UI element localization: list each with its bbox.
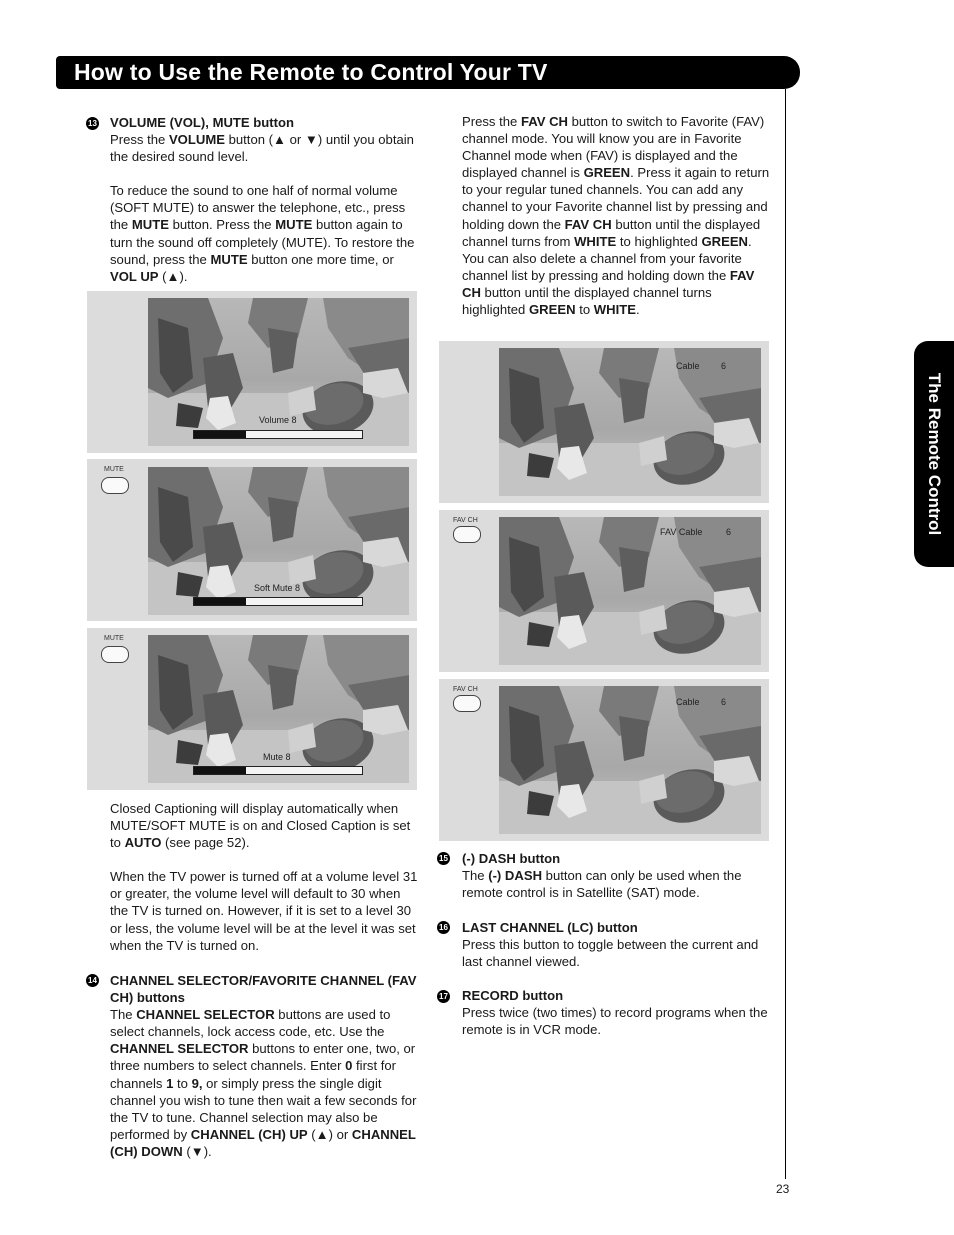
volume-bar-fill — [194, 431, 246, 438]
fav-cable-screen-panel — [439, 510, 769, 672]
volume-bar — [193, 430, 363, 439]
fav-ch-button-label: FAV CH — [453, 686, 478, 693]
section-13-para-1: Press the VOLUME button (▲ or ▼) until you obtain the desired sound level. — [110, 132, 414, 165]
section-16-title: LAST CHANNEL (LC) button — [462, 920, 638, 935]
section-16-para: Press this button to toggle between the current and last channel viewed. — [462, 937, 759, 970]
channel-osd-label: Cable — [676, 361, 700, 371]
mute-screen-panel — [87, 628, 417, 790]
bold-term: VOLUME — [168, 132, 225, 148]
section-13-title: VOLUME (VOL), MUTE button — [110, 115, 295, 130]
bold-term: CHANNEL SELECTOR — [110, 1041, 249, 1057]
tv-screen-image — [499, 686, 761, 834]
section-17-number: 17 — [437, 990, 450, 1003]
mute-button[interactable] — [101, 646, 129, 663]
soft-mute-osd-text: Soft Mute 8 — [254, 583, 301, 593]
side-tab-label: The Remote Control — [925, 372, 944, 536]
fav-ch-button-label: FAV CH — [453, 517, 478, 524]
bold-term: GREEN — [583, 165, 631, 181]
fav-ch-button[interactable] — [453, 526, 481, 543]
bold-term: FAV CH — [564, 216, 612, 232]
section-13-para-2: To reduce the sound to one half of normal volume (SOFT MUTE) to answer the telephone, etc., press the MUTE button. Press the MUTE button again to turn the sound off completely (MUTE). To restore the sound, press the MUTE button one more time, or VOL UP (▲). — [110, 183, 415, 284]
channel-osd-number: 6 — [721, 361, 727, 371]
bold-term: VOL UP — [110, 268, 159, 284]
mute-button[interactable] — [101, 477, 129, 494]
page-title: How to Use the Remote to Control Your TV — [74, 59, 548, 85]
bold-term: 0 — [345, 1058, 353, 1074]
bold-term: FAV CH — [520, 114, 568, 129]
column-rule — [785, 89, 786, 1179]
title-banner — [56, 56, 800, 89]
page-number: 23 — [776, 1182, 790, 1196]
volume-bar-fill — [194, 767, 246, 774]
section-15-title: (-) DASH button — [462, 851, 561, 866]
tv-screen-image — [499, 517, 761, 665]
section-14-para-1: The CHANNEL SELECTOR buttons are used to select channels, lock access code, etc. Use the CHANNEL SELECTOR buttons to enter one, two, or three numbers to select channels. Enter 0 first for channels 1 to 9, or simply press the single digit channel you wish to tune then wait a few seconds for the TV to tune. Channel selection may also be performed by CHANNEL (CH) UP (▲) or CHANNEL (CH) DOWN (▼). — [110, 1007, 417, 1159]
fav-channel-para: Press the FAV CH button to switch to Favorite (FAV) channel mode. You will know you are in Favorite Channel mode when (FAV) is displayed and the displayed channel is GREEN. Press it again to return to your regular tuned channels. You can add any channel to your Favorite channel list by pressing and holding down the FAV CH button until the displayed channel turns from WHITE to highlighted GREEN. You can also delete a channel from your favorite channel list by pressing and holding down the FAV CH button until the displayed channel turns highlighted GREEN to WHITE. — [462, 114, 770, 318]
closed-caption-note: Closed Captioning will display automatically when MUTE/SOFT MUTE is on and Closed Caption is set to AUTO (see page 52). — [110, 801, 411, 851]
volume-bar — [193, 766, 363, 775]
section-15 — [462, 850, 774, 901]
bold-term: MUTE — [131, 217, 169, 233]
cable-return-screen-panel — [439, 679, 769, 841]
volume-bar — [193, 597, 363, 606]
volume-screen-panel — [87, 291, 417, 453]
bold-term: MUTE — [275, 217, 313, 233]
cable-screen-panel — [439, 341, 769, 503]
bold-term: CHANNEL (CH) DOWN — [110, 1126, 416, 1159]
bold-term: GREEN — [701, 233, 749, 249]
volume-bar-fill — [194, 598, 246, 605]
bold-term: CHANNEL (CH) UP — [190, 1126, 308, 1142]
mute-button-label: MUTE — [104, 635, 124, 642]
bold-term: AUTO — [124, 835, 162, 851]
bold-term: WHITE — [574, 233, 617, 249]
power-volume-note: When the TV power is turned off at a volume level 31 or greater, the volume level will default to 30 when the TV is turned on. However, if it is set to a level 30 or less, the volume level will be at the level it was set when the TV is turned on. — [110, 869, 418, 953]
bold-term: GREEN — [528, 302, 576, 318]
section-13-number: 13 — [86, 117, 99, 130]
channel-osd-label: FAV Cable — [660, 527, 703, 537]
soft-mute-screen-panel — [87, 459, 417, 621]
section-15-para: The (-) DASH button can only be used when the remote control is in Satellite (SAT) mode. — [462, 868, 742, 901]
bold-term: FAV CH — [462, 267, 755, 300]
channel-osd-label: Cable — [676, 697, 700, 707]
section-15-number: 15 — [437, 852, 450, 865]
football-scene-image — [499, 517, 761, 665]
volume-osd-text: Volume 8 — [259, 415, 297, 425]
section-14 — [110, 972, 422, 1160]
bold-term: 1 — [166, 1075, 174, 1091]
fav-channel-section — [462, 113, 774, 318]
bold-term: (-) DASH — [488, 868, 543, 884]
channel-osd-number: 6 — [721, 697, 727, 707]
left-notes — [110, 800, 422, 954]
section-16-number: 16 — [437, 921, 450, 934]
fav-ch-button[interactable] — [453, 695, 481, 712]
bold-term: WHITE — [593, 302, 636, 318]
section-14-title: CHANNEL SELECTOR/FAVORITE CHANNEL (FAV CH) buttons — [110, 973, 417, 1006]
section-17 — [462, 987, 774, 1038]
section-14-number: 14 — [86, 974, 99, 987]
bold-term: MUTE — [210, 251, 248, 267]
section-16 — [462, 919, 774, 970]
bold-term: 9, — [191, 1075, 203, 1091]
channel-osd-number: 6 — [726, 527, 732, 537]
football-scene-image — [499, 686, 761, 834]
mute-button-label: MUTE — [104, 466, 124, 473]
bold-term: CHANNEL SELECTOR — [136, 1007, 275, 1023]
mute-osd-text: Mute 8 — [263, 752, 291, 762]
section-13 — [110, 114, 420, 285]
section-17-para: Press twice (two times) to record programs when the remote is in VCR mode. — [462, 1005, 768, 1038]
section-17-title: RECORD button — [462, 988, 564, 1003]
side-tab — [914, 341, 954, 567]
